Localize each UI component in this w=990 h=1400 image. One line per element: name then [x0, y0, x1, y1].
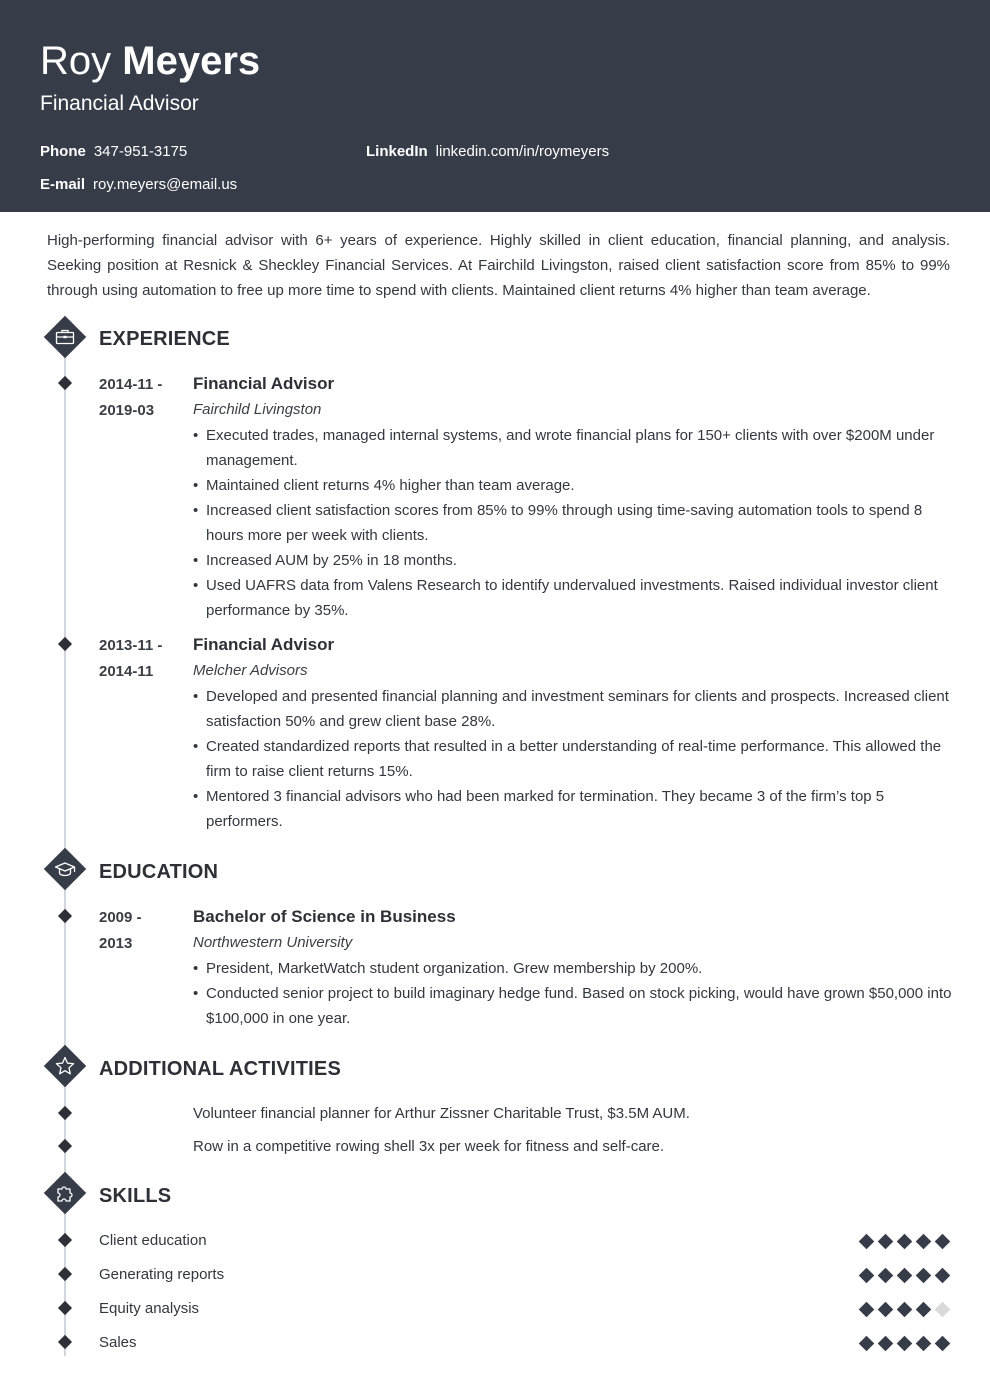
- entry-organization: Fairchild Livingston: [193, 401, 322, 418]
- email-link[interactable]: roy.meyers@email.us: [93, 176, 238, 193]
- entry-title: Bachelor of Science in Business: [193, 907, 456, 926]
- contact-phone: [40, 142, 187, 162]
- timeline-marker: [58, 637, 72, 651]
- rating-diamond-filled: [897, 1336, 913, 1352]
- rating-diamond-filled: [859, 1302, 875, 1318]
- timeline-marker: [58, 376, 72, 390]
- section-title-education: EDUCATION: [99, 861, 219, 883]
- rating-diamond-filled: [935, 1268, 951, 1284]
- rating-diamond-filled: [878, 1234, 894, 1250]
- rating-diamond-filled: [916, 1336, 932, 1352]
- timeline-marker: [58, 1267, 72, 1281]
- list-item: • Developed and presented financial planning and investment seminars for clients and prospects. Increased client satisfaction 50% and grew client base 28%.: [193, 684, 953, 734]
- entry-organization: Northwestern University: [193, 934, 353, 951]
- experience-date: 2013-11 - 2014-11: [99, 637, 163, 680]
- rating-diamond-filled: [859, 1336, 875, 1352]
- graduation-cap-icon: [43, 847, 87, 891]
- rating-diamond-filled: [878, 1268, 894, 1284]
- skill-rating: [858, 1231, 952, 1251]
- skill-rating: [858, 1333, 952, 1353]
- list-item: • Increased client satisfaction scores from 85% to 99% through using time-saving automation tools to spend 8 hours more per week with clients.: [193, 498, 953, 548]
- skill-rating: [858, 1299, 952, 1319]
- rating-diamond-filled: [878, 1336, 894, 1352]
- timeline-marker: [58, 1301, 72, 1315]
- activity-item: Volunteer financial planner for Arthur Zissner Charitable Trust, $3.5M AUM.: [193, 1105, 690, 1122]
- list-item: • Mentored 3 financial advisors who had been marked for termination. They became 3 of the firm’s top 5 performers.: [193, 784, 953, 834]
- briefcase-icon: [43, 315, 87, 359]
- puzzle-icon: [43, 1171, 87, 1215]
- section-title-skills: SKILLS: [99, 1185, 172, 1207]
- contact-linkedin: [366, 142, 609, 162]
- email-label: E-mail: [40, 176, 86, 193]
- job-title: Financial Advisor: [40, 92, 199, 115]
- timeline-marker: [58, 1106, 72, 1120]
- rating-diamond-filled: [897, 1234, 913, 1250]
- experience-entry: [193, 373, 953, 623]
- timeline-marker: [58, 909, 72, 923]
- rating-diamond-filled: [897, 1302, 913, 1318]
- skill-rating: [858, 1265, 952, 1285]
- entry-bullets: [193, 684, 953, 834]
- candidate-name: [40, 38, 260, 84]
- rating-diamond-empty: [935, 1302, 951, 1318]
- skill-name: Equity analysis: [99, 1300, 200, 1317]
- skill-name: Client education: [99, 1232, 207, 1249]
- timeline-marker: [58, 1233, 72, 1247]
- list-item: • Created standardized reports that resulted in a better understanding of real-time performance. This allowed the firm to raise client returns 15%.: [193, 734, 953, 784]
- rating-diamond-filled: [859, 1234, 875, 1250]
- rating-diamond-filled: [859, 1268, 875, 1284]
- list-item: • Conducted senior project to build imaginary hedge fund. Based on stock picking, would have grown $50,000 into $100,000 in one year.: [193, 981, 953, 1031]
- entry-organization: Melcher Advisors: [193, 662, 308, 679]
- rating-diamond-filled: [916, 1234, 932, 1250]
- rating-diamond-filled: [878, 1302, 894, 1318]
- entry-bullets: [193, 423, 953, 623]
- phone-value: 347-951-3175: [93, 143, 188, 160]
- list-item: • Used UAFRS data from Valens Research to identify undervalued investments. Raised individual investor client performance by 35%.: [193, 573, 953, 623]
- skill-name: Sales: [99, 1334, 137, 1351]
- list-item: • President, MarketWatch student organization. Grew membership by 200%.: [193, 956, 953, 981]
- section-title-activities: ADDITIONAL ACTIVITIES: [99, 1058, 341, 1080]
- phone-label: Phone: [40, 143, 86, 160]
- rating-diamond-filled: [916, 1268, 932, 1284]
- linkedin-label: LinkedIn: [366, 143, 428, 160]
- list-item: • Maintained client returns 4% higher than team average.: [193, 473, 953, 498]
- section-title-experience: EXPERIENCE: [99, 328, 230, 350]
- entry-title: Financial Advisor: [193, 635, 335, 654]
- summary-paragraph: High-performing financial advisor with 6+ years of experience. Highly skilled in client education, financial planning, and analysis. Seeking position at Resnick & Sheckley Financial Services. At Fairchild Livingston, raised client satisfaction score from 85% to 99% through using automation to free up more time to spend with clients. Maintained client returns 4% higher than team average.: [47, 232, 950, 299]
- rating-diamond-filled: [935, 1336, 951, 1352]
- entry-bullets: [193, 956, 953, 1031]
- education-date: 2009 - 2013: [99, 909, 142, 952]
- timeline-marker: [58, 1335, 72, 1349]
- resume-header: [0, 0, 990, 212]
- experience-date: 2014-11 - 2019-03: [99, 376, 163, 419]
- last-name: Meyers: [122, 39, 261, 83]
- list-item: • Increased AUM by 25% in 18 months.: [193, 548, 953, 573]
- activity-item: Row in a competitive rowing shell 3x per week for fitness and self-care.: [193, 1138, 665, 1155]
- rating-diamond-filled: [916, 1302, 932, 1318]
- list-item: • Executed trades, managed internal systems, and wrote financial plans for 150+ clients with over $200M under management.: [193, 423, 953, 473]
- first-name: Roy: [40, 39, 112, 83]
- skill-name: Generating reports: [99, 1266, 225, 1283]
- experience-entry: [193, 634, 953, 834]
- linkedin-link[interactable]: linkedin.com/in/roymeyers: [435, 143, 610, 160]
- education-entry: [193, 906, 953, 1031]
- star-icon: [43, 1044, 87, 1088]
- entry-title: Financial Advisor: [193, 374, 335, 393]
- contact-email: [40, 175, 237, 195]
- timeline-marker: [58, 1139, 72, 1153]
- rating-diamond-filled: [935, 1234, 951, 1250]
- rating-diamond-filled: [897, 1268, 913, 1284]
